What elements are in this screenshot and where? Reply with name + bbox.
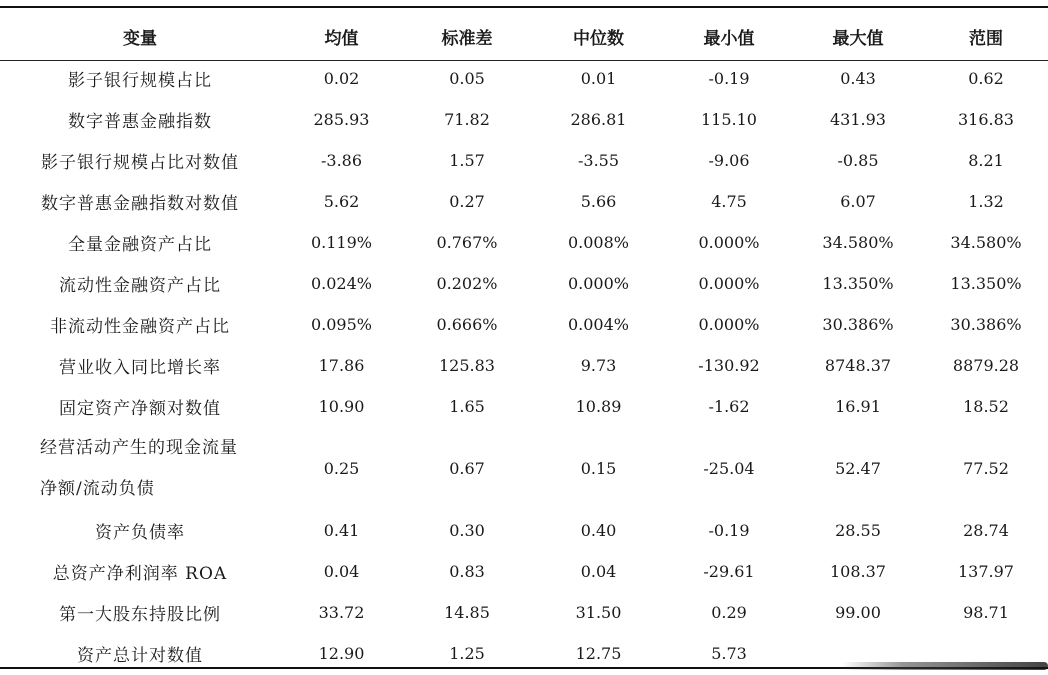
table-row — [0, 99, 1048, 140]
cell-min: -29.61 — [703, 562, 755, 581]
cell-mean: -3.86 — [320, 151, 363, 170]
row-label: 总资产净利润率 ROA — [52, 564, 228, 584]
header-median: 中位数 — [573, 28, 624, 49]
table-row — [0, 222, 1048, 263]
cell-median: 0.000% — [567, 274, 629, 293]
cell-std: 0.30 — [449, 521, 485, 540]
cell-mean: 10.90 — [318, 397, 365, 416]
cell-median: 0.01 — [580, 69, 617, 88]
descriptive-statistics-table — [0, 14, 1048, 674]
cell-max: 13.350% — [822, 274, 894, 293]
cell-range: 137.97 — [958, 562, 1014, 581]
cell-max: 28.55 — [835, 521, 881, 540]
cell-min: 4.75 — [711, 192, 747, 211]
cell-max: 30.386% — [822, 315, 894, 334]
cell-mean: 0.095% — [310, 315, 372, 334]
row-label: 影子银行规模占比 — [68, 71, 212, 91]
table-row — [0, 304, 1048, 345]
cell-max: 431.93 — [830, 110, 886, 129]
cell-min: -9.06 — [708, 151, 750, 170]
table-row — [0, 58, 1048, 99]
table-header-row — [0, 14, 1048, 58]
cell-std: 125.83 — [439, 356, 495, 375]
row-label: 第一大股东持股比例 — [59, 605, 221, 625]
cell-range: 34.580% — [950, 233, 1022, 252]
table-row — [0, 386, 1048, 427]
cell-std: 0.83 — [449, 562, 485, 581]
cell-median: 0.04 — [580, 562, 617, 581]
cell-min: -130.92 — [698, 356, 760, 375]
table-row — [0, 140, 1048, 181]
cell-max: 34.580% — [822, 233, 894, 252]
cell-range: 0.62 — [968, 69, 1004, 88]
row-label: 全量金融资产占比 — [68, 235, 212, 255]
cell-mean: 17.86 — [318, 356, 365, 375]
cell-min: -0.19 — [708, 69, 750, 88]
cell-std: 1.25 — [449, 644, 485, 663]
cell-mean: 5.62 — [323, 192, 360, 211]
cell-min: 5.73 — [711, 644, 747, 663]
cell-range: 77.52 — [963, 459, 1009, 478]
cell-std: 71.82 — [444, 110, 490, 129]
table-row — [0, 510, 1048, 551]
cell-min: -25.04 — [703, 459, 755, 478]
cell-median: 5.66 — [580, 192, 617, 211]
table-row — [0, 263, 1048, 304]
row-label: 固定资产净额对数值 — [59, 399, 221, 419]
cell-median: 286.81 — [570, 110, 627, 129]
header-variable: 变量 — [123, 28, 157, 49]
header-std: 标准差 — [441, 28, 493, 49]
cell-mean: 0.119% — [310, 233, 372, 252]
cell-range: 316.83 — [958, 110, 1014, 129]
cell-min: -1.62 — [708, 397, 750, 416]
row-label-line-1: 经营活动产生的现金流量 — [40, 437, 238, 458]
cell-mean: 0.04 — [323, 562, 360, 581]
cell-range: 13.350% — [950, 274, 1022, 293]
cell-range: 30.386% — [950, 315, 1022, 334]
header-min: 最小值 — [703, 28, 755, 49]
cell-median: 12.75 — [575, 644, 622, 663]
cell-mean: 33.72 — [318, 603, 365, 622]
header-mean: 均值 — [324, 28, 359, 49]
cell-std: 14.85 — [444, 603, 490, 622]
cell-median: 31.50 — [575, 603, 622, 622]
cell-range: 18.52 — [963, 397, 1009, 416]
cell-std: 1.65 — [449, 397, 485, 416]
cell-median: -3.55 — [577, 151, 620, 170]
cell-std: 0.05 — [449, 69, 485, 88]
row-label: 影子银行规模占比对数值 — [41, 153, 239, 173]
cell-mean: 12.90 — [318, 644, 365, 663]
cell-range: 8879.28 — [952, 356, 1020, 375]
cell-min: 0.000% — [698, 315, 760, 334]
cell-max: 16.91 — [835, 397, 881, 416]
cell-median: 0.15 — [580, 459, 617, 478]
header-max: 最大值 — [832, 28, 884, 49]
table-top-rule — [0, 6, 1048, 8]
table-row — [0, 551, 1048, 592]
cell-max: 6.07 — [840, 192, 876, 211]
table-row — [0, 181, 1048, 222]
cell-min: 0.29 — [711, 603, 747, 622]
cell-min: -0.19 — [708, 521, 750, 540]
cell-min: 0.000% — [698, 274, 760, 293]
cell-max: 99.00 — [835, 603, 881, 622]
cell-max: 52.47 — [835, 459, 881, 478]
cell-max: -0.85 — [837, 151, 879, 170]
cell-std: 0.202% — [436, 274, 498, 293]
table-row — [0, 427, 1048, 510]
cell-max: 108.37 — [830, 562, 886, 581]
cell-std: 0.666% — [436, 315, 498, 334]
cell-mean: 0.02 — [323, 69, 360, 88]
scan-smudge — [842, 662, 1048, 670]
cell-median: 9.73 — [580, 356, 617, 375]
cell-std: 0.67 — [449, 459, 485, 478]
cell-median: 0.004% — [567, 315, 629, 334]
cell-std: 0.27 — [449, 192, 485, 211]
cell-mean: 0.024% — [310, 274, 372, 293]
header-range: 范围 — [969, 28, 1003, 49]
row-label: 资产总计对数值 — [77, 646, 203, 666]
cell-range: 98.71 — [963, 603, 1009, 622]
cell-min: 0.000% — [698, 233, 760, 252]
cell-median: 0.008% — [567, 233, 629, 252]
cell-std: 0.767% — [436, 233, 498, 252]
cell-median: 10.89 — [575, 397, 622, 416]
cell-median: 0.40 — [580, 521, 617, 540]
row-label: 流动性金融资产占比 — [59, 276, 221, 296]
cell-mean: 285.93 — [313, 110, 370, 129]
cell-range: 28.74 — [963, 521, 1009, 540]
cell-max: 0.43 — [840, 69, 876, 88]
row-label-line-2: 净额/流动负债 — [40, 478, 155, 499]
row-label: 数字普惠金融指数 — [68, 112, 212, 132]
table-row — [0, 592, 1048, 633]
cell-std: 1.57 — [449, 151, 485, 170]
cell-max: 8748.37 — [824, 356, 892, 375]
cell-mean: 0.41 — [323, 521, 360, 540]
table-row — [0, 345, 1048, 386]
row-label: 营业收入同比增长率 — [59, 358, 221, 378]
row-label: 数字普惠金融指数对数值 — [41, 194, 239, 214]
row-label-two-line — [0, 427, 280, 510]
row-label: 非流动性金融资产占比 — [50, 317, 230, 337]
cell-range: 8.21 — [968, 151, 1004, 170]
cell-min: 115.10 — [701, 110, 757, 129]
cell-mean: 0.25 — [323, 459, 360, 478]
cell-range: 1.32 — [968, 192, 1004, 211]
row-label: 资产负债率 — [95, 523, 185, 543]
